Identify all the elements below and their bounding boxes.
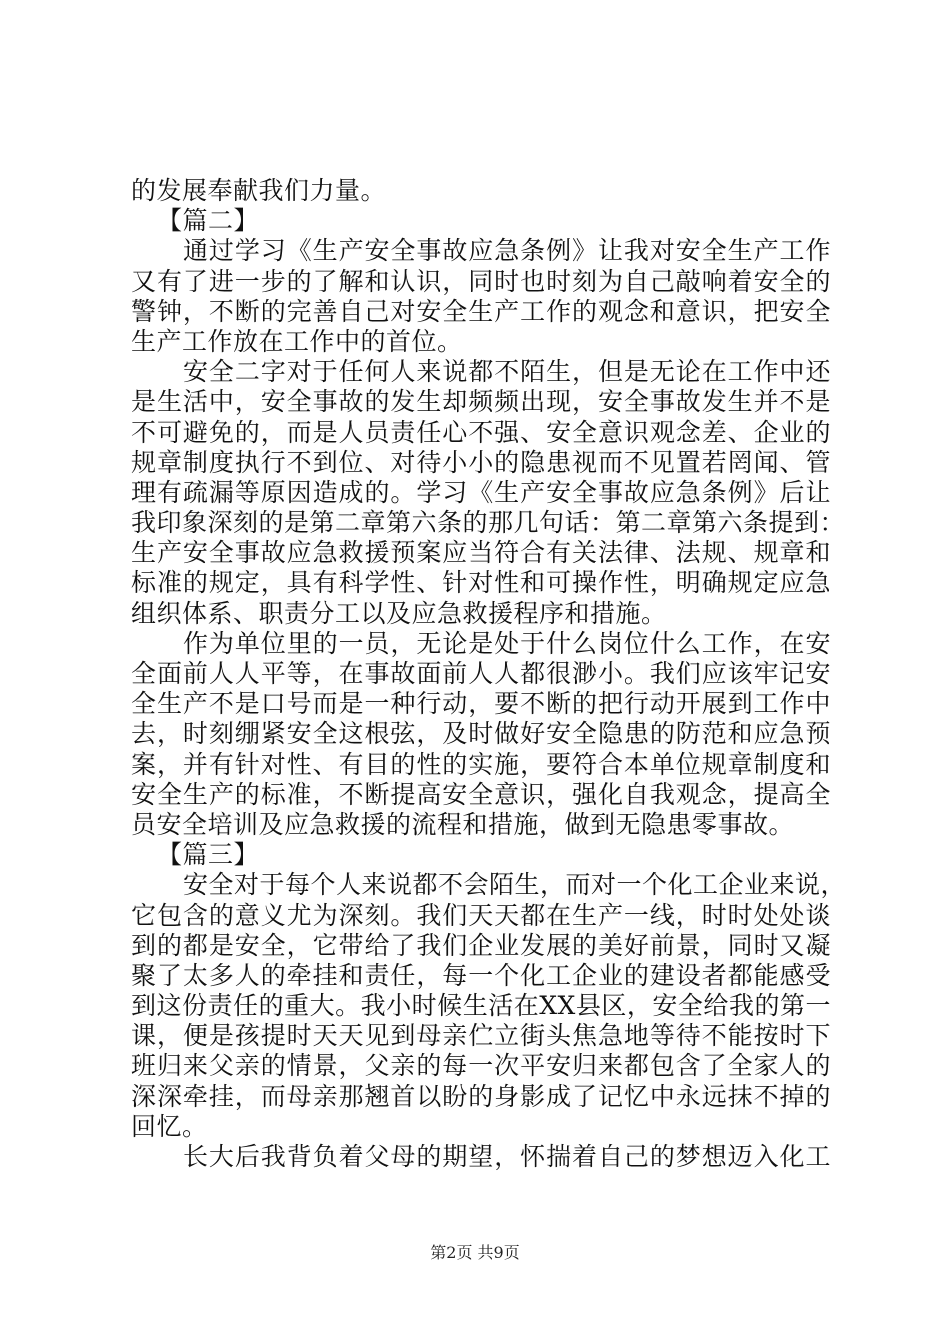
text-line: 我印象深刻的是第二章第六条的那几句话：第二章第六条提到： bbox=[131, 508, 846, 538]
text-line: 生产安全事故应急救援预案应当符合有关法律、法规、规章和 bbox=[131, 538, 831, 568]
text-line: 全面前人人平等，在事故面前人人都很渺小。我们应该牢记安 bbox=[131, 659, 831, 688]
section-heading: 【篇三】 bbox=[157, 840, 260, 870]
text-line: 去，时刻绷紧安全这根弦，及时做好安全隐患的防范和应急预 bbox=[131, 719, 831, 749]
text-line: 标准的规定，具有科学性、针对性和可操作性，明确规定应急 bbox=[131, 568, 831, 598]
text-line: 安全二字对于任何人来说都不陌生，但是无论在工作中还 bbox=[183, 357, 831, 387]
text-line: 的发展奉献我们力量。 bbox=[131, 176, 387, 205]
text-line: 回忆。 bbox=[131, 1111, 208, 1141]
text-line: 通过学习《生产安全事故应急条例》让我对安全生产工作 bbox=[183, 236, 831, 266]
text-line: 警钟，不断的完善自己对安全生产工作的观念和意识，把安全 bbox=[131, 296, 831, 326]
text-line: 不可避免的，而是人员责任心不强、安全意识观念差、企业的 bbox=[131, 417, 831, 447]
text-line: 全生产不是口号而是一种行动，要不断的把行动开展到工作中 bbox=[131, 689, 831, 719]
text-line: 是生活中，安全事故的发生却频频出现，安全事故发生并不是 bbox=[131, 387, 831, 417]
text-line: 案，并有针对性、有目的性的实施，要符合本单位规章制度和 bbox=[131, 749, 831, 779]
text-line: 安全对于每个人来说都不会陌生，而对一个化工企业来说， bbox=[183, 870, 847, 900]
text-line: 作为单位里的一员，无论是处于什么岗位什么工作，在安 bbox=[183, 628, 831, 658]
page-footer: 第2页 共9页 bbox=[430, 1243, 520, 1262]
text-line: 组织体系、职责分工以及应急救援程序和措施。 bbox=[131, 598, 667, 628]
text-line: 班归来父亲的情景，父亲的每一次平安归来都包含了全家人的 bbox=[131, 1051, 831, 1081]
text-line: 聚了太多人的牵挂和责任，每一个化工企业的建设者都能感受 bbox=[131, 960, 831, 990]
section-heading: 【篇二】 bbox=[157, 206, 260, 236]
text-line: 又有了进一步的了解和认识，同时也时刻为自己敲响着安全的 bbox=[131, 266, 831, 296]
text-line: 深深牵挂，而母亲那翘首以盼的身影成了记忆中永远抹不掉的 bbox=[131, 1081, 831, 1111]
text-line: 安全生产的标准，不断提高安全意识，强化自我观念，提高全 bbox=[131, 779, 831, 809]
text-line: 生产工作放在工作中的首位。 bbox=[131, 326, 463, 356]
text-line: 理有疏漏等原因造成的。学习《生产安全事故应急条例》后让 bbox=[131, 477, 831, 507]
text-line: 课，便是孩提时天天见到母亲伫立街头焦急地等待不能按时下 bbox=[131, 1021, 831, 1051]
document-body bbox=[131, 176, 847, 1172]
text-line: 它包含的意义尤为深刻。我们天天都在生产一线，时时处处谈 bbox=[131, 900, 831, 930]
text-line: 到这份责任的重大。我小时候生活在XX县区，安全给我的第一 bbox=[131, 991, 831, 1021]
text-line: 长大后我背负着父母的期望，怀揣着自己的梦想迈入化工 bbox=[183, 1142, 831, 1171]
text-line: 员安全培训及应急救援的流程和措施，做到无隐患零事故。 bbox=[131, 809, 795, 839]
text-line: 规章制度执行不到位、对待小小的隐患视而不见置若罔闻、管 bbox=[131, 447, 831, 477]
text-line: 到的都是安全，它带给了我们企业发展的美好前景，同时又凝 bbox=[131, 930, 831, 960]
